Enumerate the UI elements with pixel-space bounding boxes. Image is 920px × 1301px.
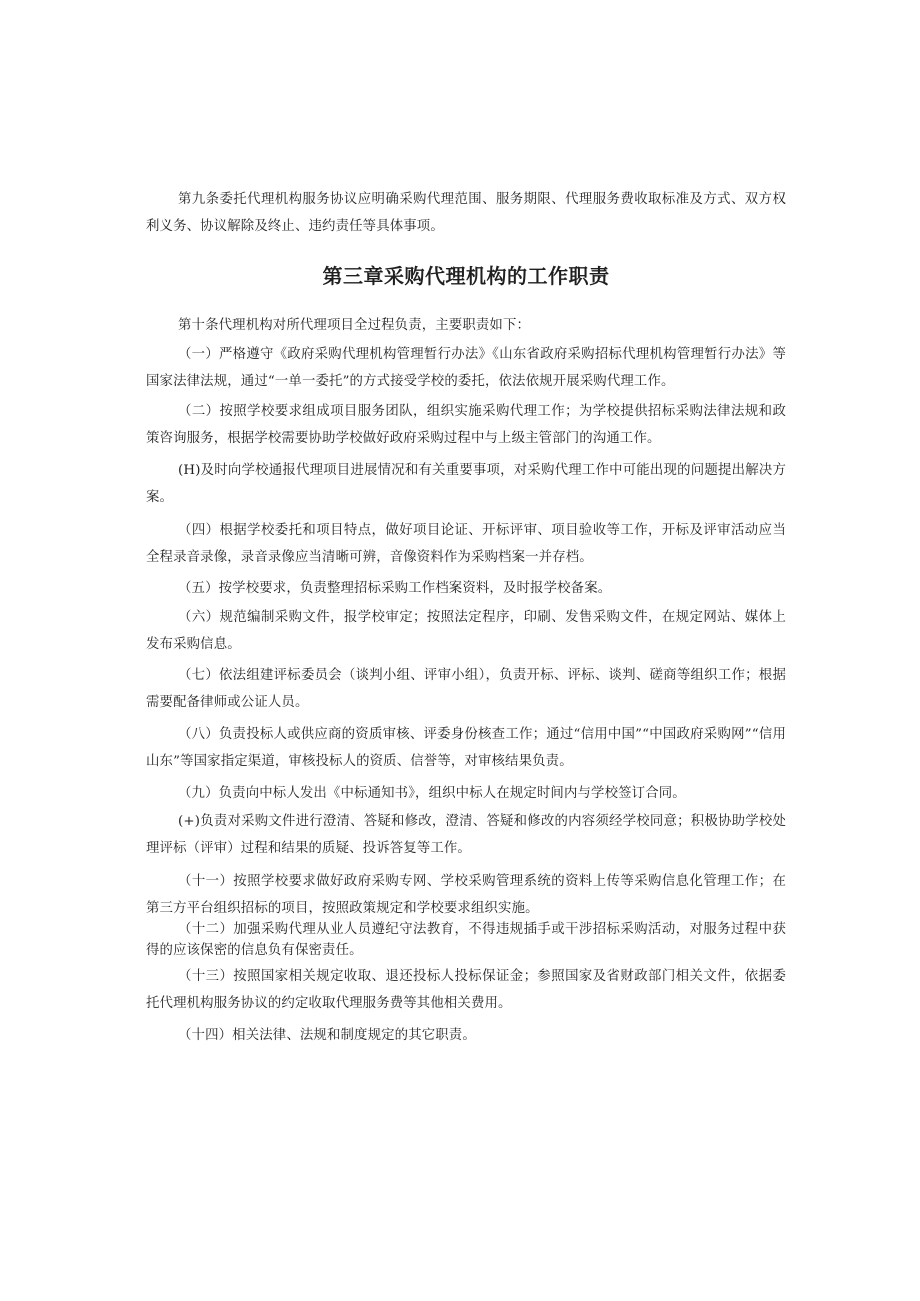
duty-item-7: （七）依法组建评标委员会（谈判小组、评审小组），负责开标、评标、谈判、磋商等组织工作；根据需要配备律师或公证人员。	[146, 668, 786, 710]
duty-item-6: （六）规范编制采购文件，报学校审定；按照法定程序，印刷、发售采购文件，在规定网站、媒体上发布采购信息。	[146, 610, 786, 652]
duty-item-2: （二）按照学校要求组成项目服务团队，组织实施采购代理工作；为学校提供招标采购法律法规和政策咨询服务，根据学校需要协助学校做好政府采购过程中与上级主管部门的沟通工作。	[146, 404, 786, 446]
duty-item-11: （十一）按照学校要求做好政府采购专网、学校采购管理系统的资料上传等采购信息化管理工作；在第三方平台组织招标的项目，按照政策规定和学校要求组织实施。	[146, 874, 786, 916]
chapter-title: 第三章采购代理机构的工作职责	[322, 264, 610, 288]
duty-item-8: （八）负责投标人或供应商的资质审核、评委身份核查工作；通过“信用中国”“中国政府采购网”“信用山东”等国家指定渠道，审核投标人的资质、信誉等，对审核结果负责。	[146, 727, 786, 769]
duty-item-9: （九）负责向中标人发出《中标通知书》，组织中标人在规定时间内与学校签订合同。	[178, 786, 686, 801]
duty-item-1: （一）严格遵守《政府采购代理机构管理暂行办法》《山东省政府采购招标代理机构管理暂行办法》等国家法律法规，通过“一单一委托”的方式接受学校的委托，依法依规开展采购代理工作。	[146, 347, 786, 389]
duty-item-5: （五）按学校要求，负责整理招标采购工作档案资料，及时报学校备案。	[178, 581, 612, 596]
duty-item-10: (+)负责对采购文件进行澄清、答疑和修改，澄清、答疑和修改的内容须经学校同意；积极协助学校处理评标（评审）过程和结果的质疑、投诉答复等工作。	[146, 814, 786, 856]
article-10-intro: 第十条代理机构对所代理项目全过程负责，主要职责如下：	[178, 318, 531, 333]
duty-item-13: （十三）按照国家相关规定收取、退还投标人投标保证金；参照国家及省财政部门相关文件，依据委托代理机构服务协议的约定收取代理服务费等其他相关费用。	[146, 969, 786, 1011]
duty-item-12: （十二）加强采购代理从业人员遵纪守法教育，不得违规插手或干涉招标采购活动，对服务过程中获得的应该保密的信息负有保密责任。	[146, 922, 786, 958]
duty-item-4: （四）根据学校委托和项目特点，做好项目论证、开标评审、项目验收等工作，开标及评审活动应当全程录音录像，录音录像应当清晰可辨，音像资料作为采购档案一并存档。	[146, 523, 786, 565]
duty-item-3: (H)及时向学校通报代理项目进展情况和有关重要事项，对采购代理工作中可能出现的问题提出解决方案。	[146, 463, 786, 505]
article-9-paragraph: 第九条委托代理机构服务协议应明确采购代理范围、服务期限、代理服务费收取标准及方式、双方权利义务、协议解除及终止、违约责任等具体事项。	[146, 192, 786, 234]
duty-item-14: （十四）相关法律、法规和制度规定的其它职责。	[178, 1028, 476, 1043]
